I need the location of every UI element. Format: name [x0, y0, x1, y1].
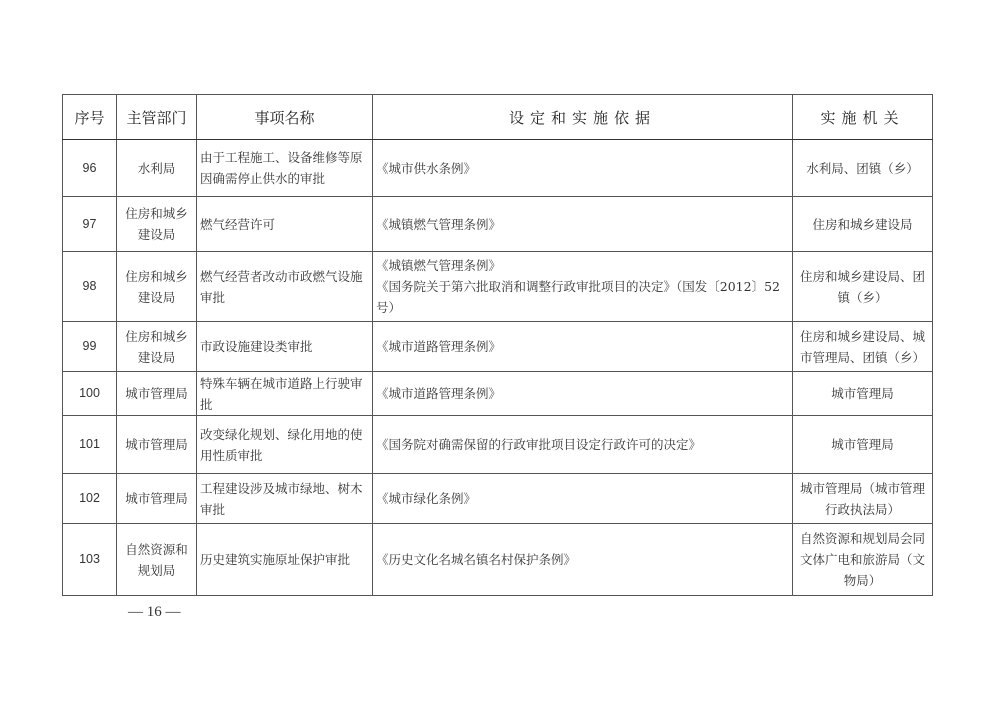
cell-implementing-agency: 住房和城乡建设局、团镇（乡） — [793, 252, 933, 322]
cell-item-name: 市政设施建设类审批 — [197, 322, 373, 372]
table-row — [63, 474, 933, 524]
table-header-row — [63, 95, 933, 140]
cell-serial-number: 96 — [63, 140, 117, 197]
header-item-name: 事项名称 — [197, 95, 373, 140]
page-number: — 16 — — [128, 604, 181, 620]
cell-implementing-agency: 城市管理局 — [793, 416, 933, 474]
cell-item-name: 燃气经营者改动市政燃气设施审批 — [197, 252, 373, 322]
cell-serial-number: 100 — [63, 372, 117, 416]
cell-implementing-agency: 城市管理局 — [793, 372, 933, 416]
table-row — [63, 322, 933, 372]
table-row — [63, 140, 933, 197]
cell-department: 水利局 — [117, 140, 197, 197]
cell-item-name: 燃气经营许可 — [197, 197, 373, 252]
cell-department: 城市管理局 — [117, 416, 197, 474]
cell-legal-basis: 《国务院对确需保留的行政审批项目设定行政许可的决定》 — [373, 416, 793, 474]
cell-implementing-agency: 水利局、团镇（乡） — [793, 140, 933, 197]
table-row — [63, 372, 933, 416]
cell-implementing-agency: 住房和城乡建设局 — [793, 197, 933, 252]
table-row — [63, 524, 933, 596]
cell-serial-number: 101 — [63, 416, 117, 474]
approval-items-table — [62, 94, 933, 596]
cell-department: 住房和城乡建设局 — [117, 322, 197, 372]
table-row — [63, 197, 933, 252]
table-row — [63, 416, 933, 474]
cell-legal-basis: 《历史文化名城名镇名村保护条例》 — [373, 524, 793, 596]
cell-legal-basis: 《城市供水条例》 — [373, 140, 793, 197]
cell-department: 城市管理局 — [117, 372, 197, 416]
cell-department: 住房和城乡建设局 — [117, 197, 197, 252]
cell-implementing-agency: 自然资源和规划局会同文体广电和旅游局（文物局） — [793, 524, 933, 596]
cell-serial-number: 99 — [63, 322, 117, 372]
cell-implementing-agency: 住房和城乡建设局、城市管理局、团镇（乡） — [793, 322, 933, 372]
cell-serial-number: 103 — [63, 524, 117, 596]
cell-item-name: 特殊车辆在城市道路上行驶审批 — [197, 372, 373, 416]
cell-department: 城市管理局 — [117, 474, 197, 524]
cell-serial-number: 97 — [63, 197, 117, 252]
cell-legal-basis: 《城镇燃气管理条例》 《国务院关于第六批取消和调整行政审批项目的决定》（国发〔2012〕52号） — [373, 252, 793, 322]
cell-implementing-agency: 城市管理局（城市管理行政执法局） — [793, 474, 933, 524]
header-implementing-agency: 实施机关 — [793, 95, 933, 140]
cell-legal-basis: 《城市道路管理条例》 — [373, 372, 793, 416]
cell-serial-number: 102 — [63, 474, 117, 524]
cell-serial-number: 98 — [63, 252, 117, 322]
cell-legal-basis: 《城市绿化条例》 — [373, 474, 793, 524]
cell-department: 自然资源和规划局 — [117, 524, 197, 596]
header-serial-number: 序号 — [63, 95, 117, 140]
cell-department: 住房和城乡建设局 — [117, 252, 197, 322]
header-department: 主管部门 — [117, 95, 197, 140]
cell-item-name: 改变绿化规划、绿化用地的使用性质审批 — [197, 416, 373, 474]
header-legal-basis: 设定和实施依据 — [373, 95, 793, 140]
cell-item-name: 历史建筑实施原址保护审批 — [197, 524, 373, 596]
cell-item-name: 由于工程施工、设备维修等原因确需停止供水的审批 — [197, 140, 373, 197]
cell-item-name: 工程建设涉及城市绿地、树木审批 — [197, 474, 373, 524]
table-row — [63, 252, 933, 322]
cell-legal-basis: 《城市道路管理条例》 — [373, 322, 793, 372]
cell-legal-basis: 《城镇燃气管理条例》 — [373, 197, 793, 252]
